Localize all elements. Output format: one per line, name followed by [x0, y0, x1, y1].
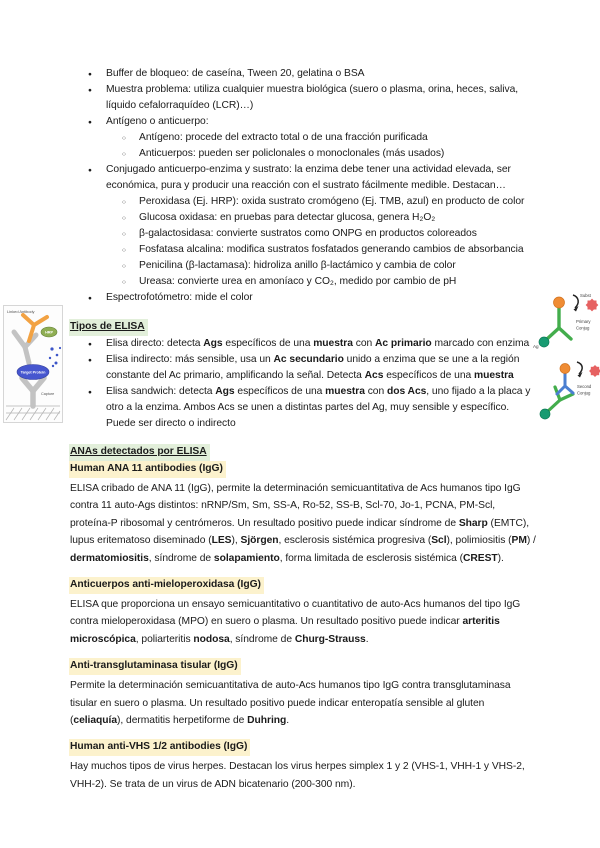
elisa-types-figures: [532, 292, 600, 432]
section-title-human-anti-vhs: Human anti-VHS 1/2 antibodies (IgG): [69, 739, 250, 756]
list-item: [70, 82, 536, 114]
secondary-conjugate-label-1: Second: [577, 384, 592, 389]
list-item-text: Antígeno: procede del extracto total o de una fracción purificada: [139, 132, 428, 143]
list-item: [70, 130, 536, 146]
list-item-text: Espectrofotómetro: mide el color: [106, 292, 253, 303]
list-item: [70, 114, 536, 130]
list-item: [70, 194, 536, 210]
antigen-label: Ag: [533, 344, 539, 349]
section-paragraph: ELISA que proporciona un ensayo semicuantitativo o cuantitativo de auto-Acs humanos del tipo IgG contra mieloperoxidasa (MPO) en suero o plasma. Un resultado positivo puede indicar arteritis microscópica, poliarteritis nodosa, síndrome de Churg-Strauss.: [70, 599, 521, 645]
section-paragraph: ELISA cribado de ANA 11 (IgG), permite la determinación semicuantitativa de Acs humanos tipo IgG contra 11 auto-Ags distintos: nRNP/Sm, Sm, SS-A, Ro-52, SS-B, Scl-70, Jo-1, PCNA, PM-Scl, proteína-P ribosomal y centrómeros. Un resultado positivo puede indicar síndrome de Sharp (EMTC), lupus eritematoso diseminado (LES), Sjörgen, esclerosis sistémica progresiva (Scl), polimiositis (PM) / dermatomiositis, síndrome de solapamiento, forma limitada de esclerosis sistémica (CREST).: [70, 483, 536, 564]
list-item: [70, 384, 536, 432]
substrate-starburst-icon: [586, 299, 599, 312]
section-paragraph: Hay muchos tipos de virus herpes. Destacan los virus herpes simplex 1 y 2 (VHS-1, VHH-1 y VHS-2, VHH-2). Se trata de un virus de ADN bicatenario (200-300 nm).: [70, 761, 525, 790]
section-anti-mieloperoxidasa: [70, 577, 536, 648]
list-item-text: Muestra problema: utiliza cualquier muestra biológica (suero o plasma, orina, heces, saliva, líquido cefalorraquídeo (LCR)…): [106, 84, 519, 111]
list-item-text: Elisa sandwich: detecta Ags específicos de una muestra con dos Acs, uno fijado a la placa y otro a la enzima. Ambos Acs se unen a distintas partes del Ag, muy sensible y específico. Puede ser directo o indirecto: [106, 386, 531, 429]
list-item-text: Elisa indirecto: más sensible, usa un Ac secundario unido a enzima que se une a la región constante del Ac primario, amplificando la señal. Detecta Acs específicos de una muestra: [106, 354, 520, 381]
list-item-text: Fosfatasa alcalina: modifica sustratos fosfatados generando cambios de absorbancia: [139, 244, 524, 255]
substrate-starburst-icon: [589, 365, 600, 377]
list-item: [70, 274, 536, 290]
section-tipos-de-elisa: [70, 319, 536, 336]
list-item-text: Conjugado anticuerpo-enzima y sustrato: la enzima debe tener una actividad elevada, ser económica, pura y producir una reacción con el sustrato fácilmente medible. Destacan…: [106, 164, 511, 191]
arrow-icon: [577, 362, 582, 374]
hrp-label: HRP: [45, 330, 53, 335]
primary-conjugate-label-1: Primary: [576, 319, 591, 324]
list-item: [70, 290, 536, 306]
primary-conjugate-label-2: Conjug: [576, 325, 590, 331]
antigen-icon: [540, 409, 550, 419]
heading-tipos-de-elisa: Tipos de ELISA: [69, 319, 148, 336]
heading-anas-detectados: ANAs detectados por ELISA: [69, 444, 210, 461]
list-item: [70, 258, 536, 274]
section-title-anti-mieloperoxidasa: Anticuerpos anti-mieloperoxidasa (IgG): [69, 577, 264, 594]
enzyme-icon: [554, 297, 565, 308]
list-item: [70, 242, 536, 258]
sandwich-elisa-diagram: [3, 305, 63, 423]
list-item-text: Peroxidasa (Ej. HRP): oxida sustrato cromógeno (Ej. TMB, azul) en producto de color: [139, 196, 525, 207]
enzyme-icon: [560, 364, 570, 374]
capture-label: Capture: [41, 392, 55, 396]
section-human-ana-11: [70, 461, 536, 567]
list-item-text: Buffer de bloqueo: de caseína, Tween 20, gelatina o BSA: [106, 68, 365, 79]
list-item-text: β-galactosidasa: convierte sustratos como ONPG en productos coloreados: [139, 228, 477, 239]
sandwich-elisa-figure: [3, 305, 63, 423]
primary-antibody-icon: [547, 308, 571, 339]
indirect-elisa-diagram: [532, 360, 600, 430]
section-paragraph: Permite la determinación semicuantitativa de auto-Acs humanos tipo IgG contra transglutaminasa tisular en suero o plasma. Un resultado positivo puede indicar enteropatía sensible al gluten (celiaquía), dermatitis herpetiforme de Duhring.: [70, 680, 511, 727]
list-item: [70, 210, 536, 226]
list-item-text: Antígeno o anticuerpo:: [106, 116, 209, 127]
antigen-icon: [539, 337, 549, 347]
tipos-elisa-list: [70, 336, 536, 432]
list-item: [70, 226, 536, 242]
document-body: [70, 66, 536, 793]
list-item: [70, 336, 536, 352]
list-item: [70, 146, 536, 162]
list-item: [70, 66, 536, 82]
list-item-text: Ureasa: convierte urea en amoníaco y CO₂, medido por cambio de pH: [139, 276, 457, 287]
substrate-label: Subst: [580, 293, 591, 298]
target-protein-label: Target Protein: [20, 370, 46, 375]
section-anas-detectados: [70, 444, 536, 461]
arrow-icon: [573, 295, 578, 308]
list-item-text: Penicilina (β-lactamasa): hidroliza anillo β-lactámico y cambia de color: [139, 260, 456, 271]
section-title-human-ana-11: Human ANA 11 antibodies (IgG): [69, 461, 226, 478]
list-item-text: Glucosa oxidasa: en pruebas para detectar glucosa, genera H₂O₂: [139, 212, 436, 223]
secondary-conjugate-label-2: Conjug: [577, 390, 591, 396]
secondary-antibody-icon: [557, 372, 573, 394]
direct-elisa-diagram: [532, 292, 600, 360]
elisa-components-list: [70, 66, 536, 306]
list-item-text: Anticuerpos: pueden ser policlonales o monoclonales (más usados): [139, 148, 445, 159]
section-title-anti-transglutaminasa: Anti-transglutaminasa tisular (IgG): [69, 658, 241, 675]
list-item: [70, 162, 536, 194]
section-human-anti-vhs: [70, 739, 536, 793]
linked-antibody-label: Linked Antibody: [7, 309, 35, 314]
list-item: [70, 352, 536, 384]
list-item-text: Elisa directo: detecta Ags específicos de una muestra con Ac primario marcado con enzima: [106, 338, 530, 349]
section-anti-transglutaminasa: [70, 658, 536, 729]
